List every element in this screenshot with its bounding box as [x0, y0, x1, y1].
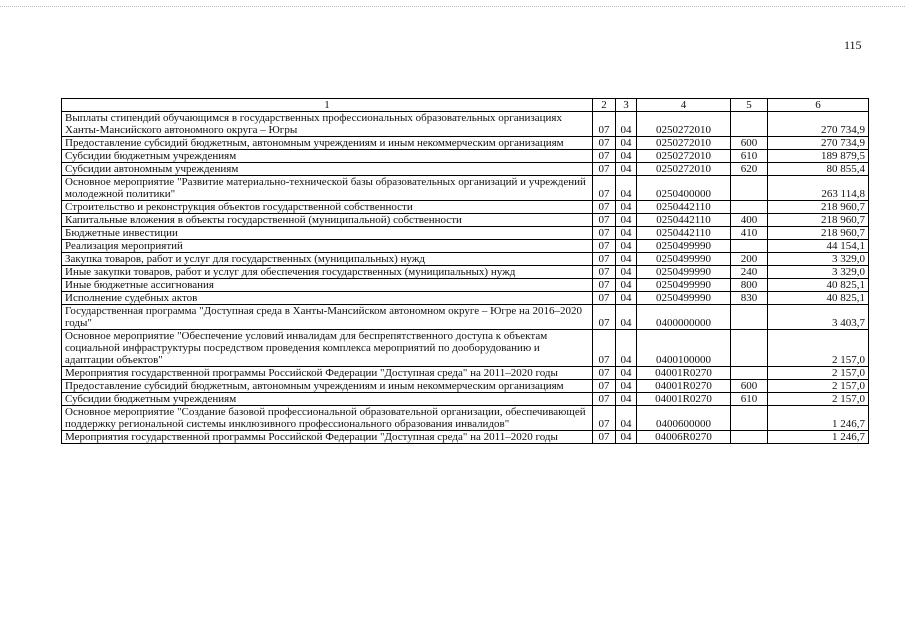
cell-rz: 07	[593, 380, 616, 393]
cell-rz: 07	[593, 214, 616, 227]
page-number: 115	[844, 38, 862, 52]
cell-rz: 07	[593, 406, 616, 431]
cell-name: Субсидии автономным учреждениям	[62, 163, 593, 176]
cell-rz: 07	[593, 367, 616, 380]
cell-pr: 04	[616, 253, 637, 266]
cell-name: Иные закупки товаров, работ и услуг для обеспечения государственных (муниципальных) нужд	[62, 266, 593, 279]
cell-vr	[731, 201, 768, 214]
cell-pr: 04	[616, 292, 637, 305]
cell-sum: 3 403,7	[768, 305, 869, 330]
cell-csr: 0250272010	[637, 150, 731, 163]
table-row	[62, 380, 869, 393]
cell-csr: 04001R0270	[637, 393, 731, 406]
col-header: 3	[616, 99, 637, 112]
cell-name: Реализация мероприятий	[62, 240, 593, 253]
table-row	[62, 163, 869, 176]
cell-pr: 04	[616, 406, 637, 431]
budget-table	[61, 98, 869, 444]
cell-sum: 218 960,7	[768, 227, 869, 240]
cell-vr: 600	[731, 137, 768, 150]
cell-vr	[731, 406, 768, 431]
cell-sum: 1 246,7	[768, 406, 869, 431]
cell-sum: 218 960,7	[768, 214, 869, 227]
cell-sum: 2 157,0	[768, 330, 869, 367]
cell-name: Основное мероприятие "Обеспечение условий инвалидам для беспрепятственного доступа к объектам социальной инфраструктуры посредством проведения комплекса мероприятий по дооборудованию и адаптации объектов"	[62, 330, 593, 367]
cell-sum: 80 855,4	[768, 163, 869, 176]
cell-rz: 07	[593, 330, 616, 367]
cell-sum: 189 879,5	[768, 150, 869, 163]
cell-sum: 2 157,0	[768, 367, 869, 380]
cell-sum: 218 960,7	[768, 201, 869, 214]
cell-rz: 07	[593, 266, 616, 279]
col-header: 4	[637, 99, 731, 112]
cell-pr: 04	[616, 393, 637, 406]
cell-vr	[731, 305, 768, 330]
cell-vr: 800	[731, 279, 768, 292]
cell-vr	[731, 330, 768, 367]
cell-sum: 270 734,9	[768, 137, 869, 150]
cell-rz: 07	[593, 163, 616, 176]
cell-csr: 04006R0270	[637, 431, 731, 444]
cell-rz: 07	[593, 112, 616, 137]
cell-sum: 2 157,0	[768, 380, 869, 393]
scan-artifact-line	[0, 6, 905, 7]
cell-csr: 0400000000	[637, 305, 731, 330]
table-row	[62, 393, 869, 406]
cell-pr: 04	[616, 305, 637, 330]
cell-name: Мероприятия государственной программы Российской Федерации "Доступная среда" на 2011–2020 годы	[62, 367, 593, 380]
table-row	[62, 431, 869, 444]
cell-sum: 3 329,0	[768, 266, 869, 279]
cell-name: Мероприятия государственной программы Российской Федерации "Доступная среда" на 2011–2020 годы	[62, 431, 593, 444]
cell-vr: 410	[731, 227, 768, 240]
cell-pr: 04	[616, 431, 637, 444]
cell-rz: 07	[593, 253, 616, 266]
cell-rz: 07	[593, 240, 616, 253]
cell-vr: 240	[731, 266, 768, 279]
cell-sum: 44 154,1	[768, 240, 869, 253]
cell-csr: 0250272010	[637, 137, 731, 150]
table-row	[62, 330, 869, 367]
cell-rz: 07	[593, 201, 616, 214]
cell-name: Субсидии бюджетным учреждениям	[62, 393, 593, 406]
cell-csr: 0250499990	[637, 240, 731, 253]
cell-vr	[731, 367, 768, 380]
cell-name: Иные бюджетные ассигнования	[62, 279, 593, 292]
cell-sum: 2 157,0	[768, 393, 869, 406]
cell-vr: 600	[731, 380, 768, 393]
cell-vr	[731, 176, 768, 201]
col-header: 2	[593, 99, 616, 112]
cell-rz: 07	[593, 279, 616, 292]
cell-name: Капитальные вложения в объекты государственной (муниципальной) собственности	[62, 214, 593, 227]
cell-name: Выплаты стипендий обучающимся в государственных профессиональных образовательных организациях Ханты-Мансийского автономного округа – Югры	[62, 112, 593, 137]
table-row	[62, 305, 869, 330]
table-row	[62, 214, 869, 227]
cell-vr: 400	[731, 214, 768, 227]
cell-pr: 04	[616, 137, 637, 150]
cell-vr: 830	[731, 292, 768, 305]
col-header: 1	[62, 99, 593, 112]
table-row	[62, 240, 869, 253]
cell-csr: 04001R0270	[637, 380, 731, 393]
cell-csr: 0400100000	[637, 330, 731, 367]
table-row	[62, 406, 869, 431]
table-row	[62, 367, 869, 380]
table-row	[62, 176, 869, 201]
cell-sum: 270 734,9	[768, 112, 869, 137]
col-header: 5	[731, 99, 768, 112]
cell-sum: 1 246,7	[768, 431, 869, 444]
cell-pr: 04	[616, 367, 637, 380]
cell-csr: 0250272010	[637, 163, 731, 176]
cell-csr: 0250499990	[637, 266, 731, 279]
table-row	[62, 253, 869, 266]
cell-name: Основное мероприятие "Развитие материально-технической базы образовательных организаций и учреждений молодежной политики"	[62, 176, 593, 201]
table-row	[62, 112, 869, 137]
table-row	[62, 227, 869, 240]
cell-csr: 0400600000	[637, 406, 731, 431]
cell-pr: 04	[616, 112, 637, 137]
cell-rz: 07	[593, 137, 616, 150]
cell-name: Бюджетные инвестиции	[62, 227, 593, 240]
cell-pr: 04	[616, 279, 637, 292]
cell-name: Закупка товаров, работ и услуг для государственных (муниципальных) нужд	[62, 253, 593, 266]
cell-vr	[731, 112, 768, 137]
cell-name: Строительство и реконструкция объектов государственной собственности	[62, 201, 593, 214]
cell-name: Субсидии бюджетным учреждениям	[62, 150, 593, 163]
cell-csr: 0250442110	[637, 227, 731, 240]
cell-name: Основное мероприятие "Создание базовой профессиональной образовательной организации, обеспечивающей поддержку региональной системы инклюзивного профессионального образования инвалидов"	[62, 406, 593, 431]
cell-rz: 07	[593, 150, 616, 163]
cell-vr: 620	[731, 163, 768, 176]
cell-name: Предоставление субсидий бюджетным, автономным учреждениям и иным некоммерческим организациям	[62, 380, 593, 393]
cell-csr: 0250499990	[637, 253, 731, 266]
cell-pr: 04	[616, 150, 637, 163]
cell-csr: 0250499990	[637, 279, 731, 292]
cell-pr: 04	[616, 380, 637, 393]
header-row	[62, 99, 869, 112]
cell-csr: 0250442110	[637, 201, 731, 214]
cell-pr: 04	[616, 201, 637, 214]
cell-vr: 610	[731, 393, 768, 406]
cell-pr: 04	[616, 330, 637, 367]
cell-vr	[731, 431, 768, 444]
cell-sum: 3 329,0	[768, 253, 869, 266]
cell-rz: 07	[593, 393, 616, 406]
cell-pr: 04	[616, 266, 637, 279]
table-row	[62, 150, 869, 163]
table-row	[62, 137, 869, 150]
table-row	[62, 201, 869, 214]
cell-rz: 07	[593, 305, 616, 330]
cell-vr: 610	[731, 150, 768, 163]
cell-pr: 04	[616, 227, 637, 240]
table-row	[62, 279, 869, 292]
cell-sum: 40 825,1	[768, 279, 869, 292]
cell-vr	[731, 240, 768, 253]
cell-csr: 04001R0270	[637, 367, 731, 380]
cell-name: Исполнение судебных актов	[62, 292, 593, 305]
cell-csr: 0250400000	[637, 176, 731, 201]
cell-rz: 07	[593, 227, 616, 240]
cell-rz: 07	[593, 431, 616, 444]
cell-csr: 0250272010	[637, 112, 731, 137]
cell-pr: 04	[616, 176, 637, 201]
cell-vr: 200	[731, 253, 768, 266]
cell-rz: 07	[593, 176, 616, 201]
table-row	[62, 292, 869, 305]
cell-name: Предоставление субсидий бюджетным, автономным учреждениям и иным некоммерческим организациям	[62, 137, 593, 150]
table-row	[62, 266, 869, 279]
cell-rz: 07	[593, 292, 616, 305]
cell-name: Государственная программа "Доступная среда в Ханты-Мансийском автономном округе – Югре на 2016–2020 годы"	[62, 305, 593, 330]
cell-csr: 0250499990	[637, 292, 731, 305]
cell-pr: 04	[616, 214, 637, 227]
cell-csr: 0250442110	[637, 214, 731, 227]
col-header: 6	[768, 99, 869, 112]
cell-sum: 263 114,8	[768, 176, 869, 201]
cell-sum: 40 825,1	[768, 292, 869, 305]
cell-pr: 04	[616, 240, 637, 253]
cell-pr: 04	[616, 163, 637, 176]
